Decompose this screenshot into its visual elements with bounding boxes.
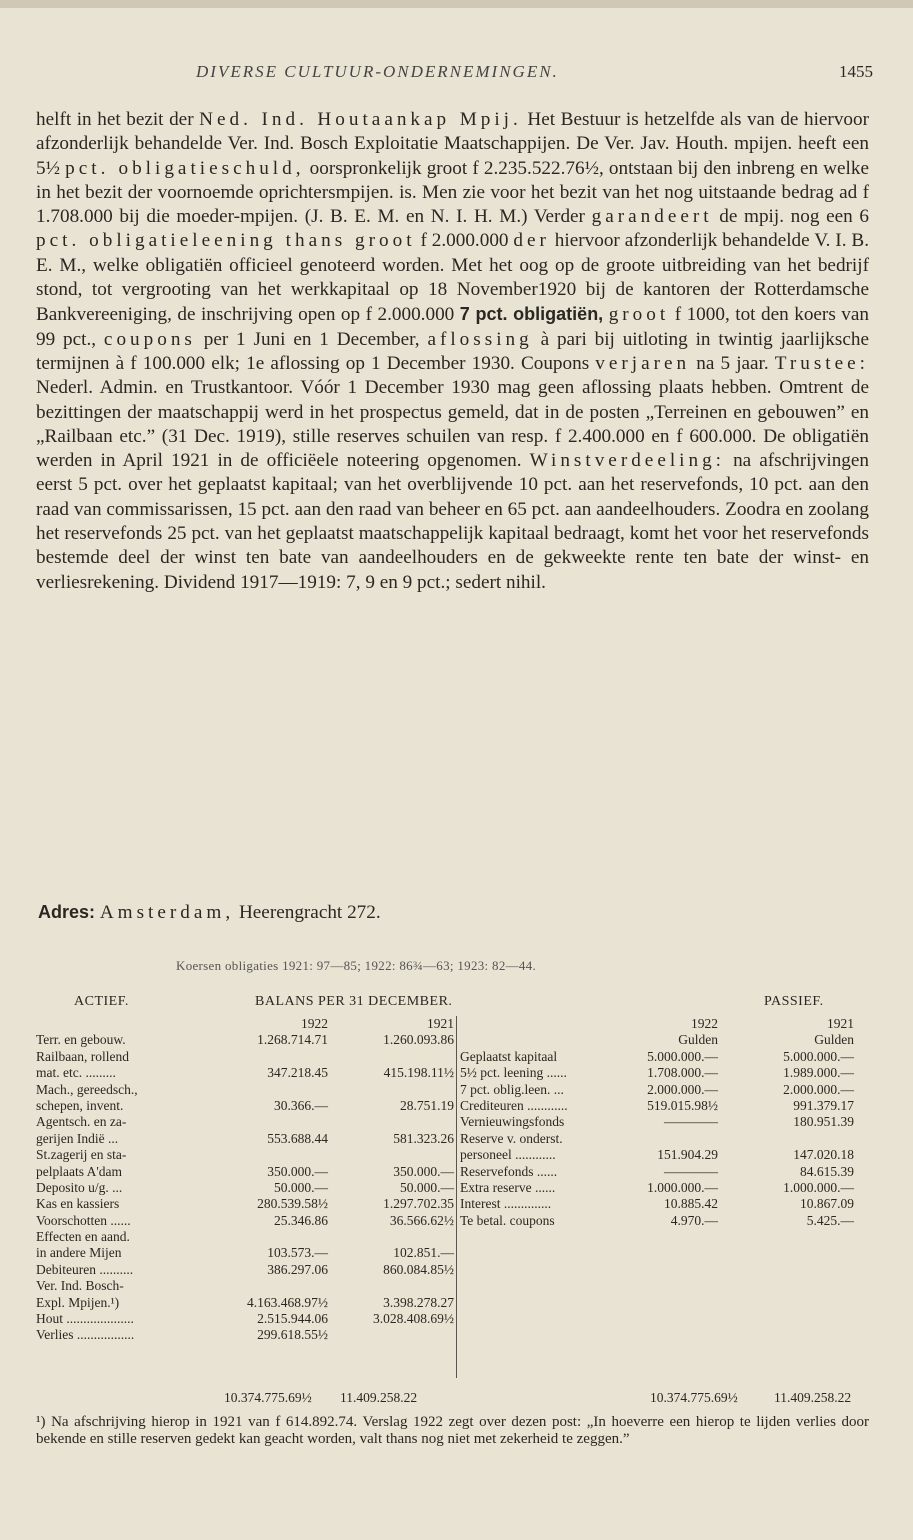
- text-run: Het Bestuur is hetzelfde als van de hiervoor afzonderlijk behandelde Ver. Ind. Bosch Exploitatie Maatschappijen. De Ver. Jav. Houth. mpijen. heeft een 5½: [36, 109, 869, 179]
- footnote: ¹) Na afschrijving hierop in 1921 van f 614.892.74. Verslag 1922 zegt over dezen post: „In hoeverre een hierop te lijden verlies door bekende en stille reserven gedekt kan geacht worden, valt thans nog niet met zekerheid te zeggen.”: [36, 1414, 869, 1447]
- actief-row: [36, 1229, 454, 1245]
- passief-row: [460, 1098, 854, 1114]
- actief-label: Ver. Ind. Bosch-: [36, 1278, 124, 1294]
- actief-value-1922: 103.573.—: [267, 1245, 328, 1261]
- page-number: 1455: [839, 62, 873, 81]
- actief-row: [36, 1131, 454, 1147]
- actief-value-1921: 28.751.19: [400, 1097, 454, 1113]
- passief-value-1921: 1.989.000.—: [783, 1065, 854, 1081]
- actief-value-1922: 299.618.55½: [257, 1327, 328, 1343]
- actief-row: [36, 1147, 454, 1163]
- text-run: per 1 Juni en 1 December,: [195, 328, 428, 350]
- actief-label: Agentsch. en za-: [36, 1114, 127, 1130]
- passief-value-1922: 1922: [691, 1016, 718, 1031]
- bond-quotes: Koersen obligaties 1921: 97—85; 1922: 86¾—63; 1923: 82—44.: [176, 958, 537, 973]
- actief-label: St.zagerij en sta-: [36, 1147, 127, 1163]
- actief-label: Mach., gereedsch.,: [36, 1081, 138, 1097]
- spaced-term: coupons: [103, 328, 196, 350]
- passief-table: [460, 1016, 854, 1229]
- passief-value-1921: 991.379.17: [793, 1097, 854, 1113]
- actief-row: [36, 1114, 454, 1130]
- spaced-term: pct. obligatieleening thans groot: [36, 230, 416, 252]
- actief-label: Voorschotten ......: [36, 1212, 131, 1228]
- main-paragraph: [36, 108, 869, 595]
- passief-value-1921: 5.425.—: [806, 1212, 854, 1228]
- actief-label: gerijen Indië ...: [36, 1130, 119, 1146]
- address-city: Amsterdam,: [99, 902, 235, 923]
- scan-top-edge: [0, 0, 913, 8]
- passief-value-1922: 2.000.000.—: [647, 1081, 718, 1097]
- actief-label: Terr. en gebouw.: [36, 1032, 126, 1048]
- actief-row: [36, 1327, 454, 1343]
- actief-value-1922: 2.515.944.06: [257, 1311, 328, 1327]
- passief-value-1922: 1.000.000.—: [647, 1179, 718, 1195]
- passief-value-1922: Gulden: [678, 1032, 718, 1048]
- actief-row: [36, 1278, 454, 1294]
- actief-value-1922: 25.346.86: [274, 1212, 328, 1228]
- passief-value-1921: 1921: [827, 1016, 854, 1031]
- text-run: helft in het bezit der: [36, 109, 200, 130]
- actief-value-1922: 30.366.—: [274, 1097, 328, 1113]
- actief-total-1921: 11.409.258.22: [340, 1390, 418, 1405]
- passief-row: [460, 1196, 854, 1212]
- actief-row: [36, 1311, 454, 1327]
- passief-row: [460, 1032, 854, 1048]
- passief-row: [460, 1164, 854, 1180]
- passief-value-1922: ————: [664, 1114, 718, 1130]
- spaced-term: aflossing: [427, 328, 533, 350]
- passief-row: [460, 1213, 854, 1229]
- passief-value-1922: 1.708.000.—: [647, 1065, 718, 1081]
- passief-value-1921: 1.000.000.—: [783, 1179, 854, 1195]
- address-label: Adres:: [38, 902, 96, 922]
- spaced-term: groot: [608, 304, 670, 326]
- column-divider: [456, 1016, 457, 1378]
- text-run: f 1000, tot den koers van 99 pct.,: [36, 304, 869, 350]
- actief-row: [36, 1164, 454, 1180]
- actief-row: [36, 1213, 454, 1229]
- text-run: hiervoor afzonderlijk behandelde V. I. B. E. M., welke obligatiën officieel genoteerd worden. Met het oog op de groote uitbreiding van het bedrijf stond, tot vergrooting van het werkkapitaal op 18 November1920 bij de kantoren der Rotterdamsche Bankvereeniging, de inschrijving open op f 2.000.000: [36, 230, 869, 326]
- page-header: [36, 62, 873, 86]
- text-run: na afschrijvingen eerst 5 pct. over het geplaatst kapitaal; van het overblijvende 10 pct. aan het reservefonds, 10 pct. aan den raad van commissarissen, 15 pct. aan den raad van beheer en 65 pct. aan aandeelhouders. Zoodra en zoolang het reservefonds 25 pct. van het geplaatst maatschappelijk kapitaal bedraagt, komt het voor het reservefonds bestemde deel der winst ten bate van aandeelhouders en de gekweekte rente ten bate der winst- en verliesrekening. Dividend 1917—1919: 7, 9 en 9 pct.; sedert nihil.: [36, 450, 869, 593]
- actief-label: Kas en kassiers: [36, 1196, 120, 1212]
- actief-value-1921: 50.000.—: [400, 1179, 454, 1195]
- actief-table: [36, 1016, 454, 1344]
- actief-value-1921: 860.084.85½: [383, 1261, 454, 1277]
- passief-label: PASSIEF.: [764, 994, 824, 1009]
- spaced-term: Trustee:: [774, 352, 869, 374]
- actief-label: schepen, invent.: [36, 1097, 124, 1113]
- passief-value-1921: 180.951.39: [793, 1114, 854, 1130]
- actief-label: mat. etc. .........: [36, 1065, 116, 1081]
- actief-row: [36, 1295, 454, 1311]
- actief-value-1921: 36.566.62½: [389, 1212, 454, 1228]
- passief-row: [460, 1180, 854, 1196]
- passief-row: [460, 1114, 854, 1130]
- spaced-term: garandeert: [591, 206, 713, 228]
- spaced-term: Ned. Ind. Houtaankap Mpij.: [199, 109, 522, 130]
- actief-value-1921: 102.851.—: [393, 1245, 454, 1261]
- passief-value-1922: 5.000.000.—: [647, 1048, 718, 1064]
- actief-row: [36, 1049, 454, 1065]
- actief-label: pelplaats A'dam: [36, 1163, 123, 1179]
- passief-label: Reserve v. onderst.: [460, 1130, 563, 1146]
- actief-label: Effecten en aand.: [36, 1229, 130, 1245]
- text-run: à pari bij uitloting in twintig jaarlijksche termijnen à f 100.000 elk; 1e aflossing op 1 December 1930. Coupons: [36, 328, 869, 374]
- actief-value-1922: 553.688.44: [267, 1130, 328, 1146]
- passief-total-1922: 10.374.775.69½: [650, 1390, 738, 1405]
- passief-label: 5½ pct. leening ......: [460, 1065, 567, 1081]
- passief-row: [460, 1016, 854, 1032]
- passief-total-1921: 11.409.258.22: [774, 1390, 852, 1405]
- spaced-term: der: [513, 230, 550, 252]
- actief-value-1921: 3.028.408.69½: [373, 1311, 454, 1327]
- actief-label: in andere Mijen: [36, 1245, 122, 1261]
- passief-label: Extra reserve ......: [460, 1179, 556, 1195]
- actief-row: [36, 1082, 454, 1098]
- passief-value-1921: 10.867.09: [800, 1196, 854, 1212]
- actief-value-1922: 347.218.45: [267, 1065, 328, 1081]
- spaced-term: pct. obligatieschuld,: [65, 157, 305, 179]
- passief-row: [460, 1131, 854, 1147]
- passief-value-1922: ————: [664, 1163, 718, 1179]
- passief-value-1922: 519.015.98½: [647, 1097, 718, 1113]
- actief-row: [36, 1262, 454, 1278]
- text-run: na 5 jaar.: [690, 352, 775, 374]
- passief-value-1921: 2.000.000.—: [783, 1081, 854, 1097]
- actief-row: [36, 1065, 454, 1081]
- passief-value-1922: 4.970.—: [670, 1212, 718, 1228]
- balance-title: BALANS PER 31 DECEMBER.: [255, 994, 453, 1009]
- actief-value-1921: 1.297.702.35: [383, 1196, 454, 1212]
- passief-label: personeel ............: [460, 1147, 556, 1163]
- actief-value-1922: 4.163.468.97½: [247, 1294, 328, 1310]
- passief-label: Crediteuren ............: [460, 1097, 568, 1113]
- actief-label: Expl. Mpijen.¹): [36, 1294, 120, 1310]
- text-run: de mpij. nog een 6: [712, 206, 869, 228]
- actief-row: [36, 1196, 454, 1212]
- address-line: [38, 902, 381, 924]
- passief-row: [460, 1049, 854, 1065]
- text-run: oorspronkelijk groot f 2.235.522.76½, ontstaan bij den inbreng en welke in het bezit der voornoemde oprichtersmpijen. is. Men zie voor het bezit van het nog uitstaande bedrag ad f 1.708.000 bij die moeder-mpijen. (J. B. E. M. en N. I. H. M.) Verder: [36, 157, 869, 228]
- passief-value-1921: 147.020.18: [793, 1147, 854, 1163]
- actief-label: Debiteuren ..........: [36, 1261, 134, 1277]
- passief-value-1922: 151.904.29: [657, 1147, 718, 1163]
- actief-value-1921: 3.398.278.27: [383, 1294, 454, 1310]
- text-run: Nederl. Admin. en Trustkantoor. Vóór 1 December 1930 mag geen aflossing plaats hebben. Omtrent de bezittingen der maatschappij werd in het prospectus gemeld, dat in de posten „Terreinen en gebouwen” en „Railbaan etc.” (31 Dec. 1919), stille reserves schuilen van resp. f 2.400.000 en f 600.000. De obligatiën werden in April 1921 in de officiëele noteering opgenomen.: [36, 377, 869, 472]
- passief-row: [460, 1147, 854, 1163]
- passief-row: [460, 1065, 854, 1081]
- bold-term: 7 pct. obligatiën,: [459, 304, 604, 325]
- spaced-term: Winstverdeeling:: [529, 450, 726, 472]
- actief-value-1922: 280.539.58½: [257, 1196, 328, 1212]
- passief-label: Te betal. coupons: [460, 1212, 555, 1228]
- passief-value-1921: 84.615.39: [800, 1163, 854, 1179]
- actief-value-1921: 350.000.—: [393, 1163, 454, 1179]
- actief-value-1922: 386.297.06: [267, 1261, 328, 1277]
- actief-value-1922: 350.000.—: [267, 1163, 328, 1179]
- passief-label: Interest ..............: [460, 1196, 552, 1212]
- address-street: Heerengracht 272.: [234, 902, 381, 923]
- running-title: DIVERSE CULTUUR-ONDERNEMINGEN.: [196, 62, 559, 81]
- passief-value-1922: 10.885.42: [664, 1196, 718, 1212]
- actief-value-1922: 50.000.—: [274, 1179, 328, 1195]
- spaced-term: verjaren: [595, 352, 691, 374]
- actief-label: Deposito u/g. ...: [36, 1179, 123, 1195]
- passief-value-1921: Gulden: [814, 1032, 854, 1048]
- passief-label: Vernieuwingsfonds: [460, 1114, 565, 1130]
- actief-label: ACTIEF.: [74, 994, 129, 1009]
- actief-total-1922: 10.374.775.69½: [224, 1390, 312, 1405]
- actief-value-1922: 1922: [301, 1016, 328, 1031]
- passief-value-1921: 5.000.000.—: [783, 1048, 854, 1064]
- actief-label: Hout ....................: [36, 1311, 134, 1327]
- actief-row: [36, 1245, 454, 1261]
- actief-row: [36, 1098, 454, 1114]
- passief-label: Geplaatst kapitaal: [460, 1048, 558, 1064]
- actief-label: Railbaan, rollend: [36, 1048, 129, 1064]
- actief-row: [36, 1016, 454, 1032]
- passief-label: 7 pct. oblig.leen. ...: [460, 1081, 564, 1097]
- actief-row: [36, 1180, 454, 1196]
- actief-row: [36, 1032, 454, 1048]
- text-run: f 2.000.000: [415, 230, 514, 252]
- actief-value-1921: 1.260.093.86: [383, 1032, 454, 1048]
- actief-value-1921: 581.323.26: [393, 1130, 454, 1146]
- actief-value-1921: 415.198.11½: [383, 1065, 454, 1081]
- actief-label: Verlies .................: [36, 1327, 135, 1343]
- passief-row: [460, 1082, 854, 1098]
- actief-value-1921: 1921: [427, 1016, 454, 1031]
- passief-label: Reservefonds ......: [460, 1163, 558, 1179]
- actief-value-1922: 1.268.714.71: [257, 1032, 328, 1048]
